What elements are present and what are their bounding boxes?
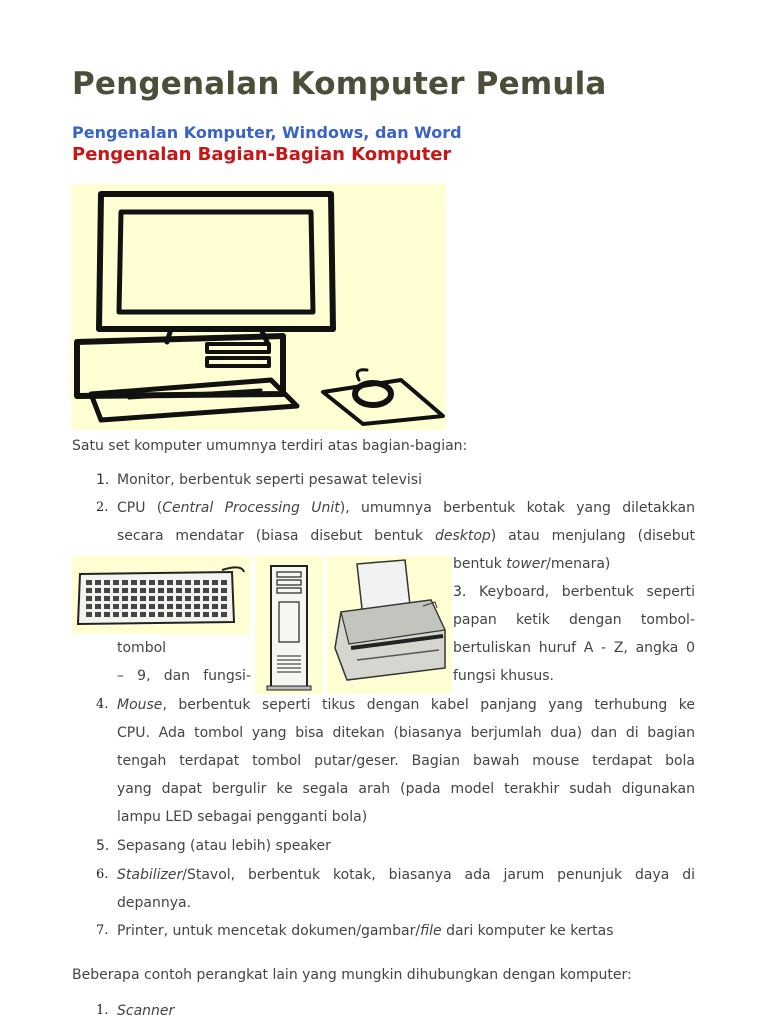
keyboard-key-icon [149,580,155,585]
keyboard-key-icon [140,588,146,593]
list-item-keyboard-line4: fungsi khusus. [453,668,554,684]
keyboard-key-icon [176,588,182,593]
keyboard-key-icon [149,588,155,593]
text-italic: Scanner [117,1003,175,1019]
keyboard-key-icon [185,612,191,617]
list-number: 1. [96,1003,109,1018]
text-segment: dari komputer ke kertas [441,923,614,939]
keyboard-key-icon [203,604,209,609]
keyboard-key-icon [167,604,173,609]
keyboard-key-icon [221,612,227,617]
keyboard-key-icon [104,596,110,601]
keyboard-key-icon [149,612,155,617]
keyboard-key-icon [176,612,182,617]
text-italic: desktop [434,528,491,544]
text-italic: tower [506,556,547,572]
keyboard-key-icon [122,596,128,601]
section-heading: Pengenalan Bagian-Bagian Komputer [72,144,452,165]
keyboard-key-icon [185,588,191,593]
keyboard-key-icon [140,596,146,601]
list-number: 3. [453,584,467,600]
keyboard-key-icon [113,588,119,593]
keyboard-key-icon [167,596,173,601]
list-item-cpu-line1 [117,494,695,522]
list-item-keyboard-line3: bertuliskan huruf A - Z, angka 0 [453,640,695,656]
text-italic: Stabilizer [117,867,183,883]
keyboard-key-icon [203,612,209,617]
keyboard-key-icon [131,580,137,585]
list-item-keyboard-line2: papan ketik dengan tombol- [453,612,695,628]
text-segment: ) atau menjulang (disebut [490,528,695,544]
keyboard-key-icon [194,596,200,601]
keyboard-key-icon [113,580,119,585]
list-item-speaker: Sepasang (atau lebih) speaker [117,838,331,854]
keyboard-key-icon [122,604,128,609]
keyboard-key-icon [131,612,137,617]
keyboard-key-icon [167,612,173,617]
text-italic: Mouse [117,697,163,713]
keyboard-key-icon [212,604,218,609]
keyboard-key-icon [122,588,128,593]
keyboard-key-icon [158,612,164,617]
text-italic: file [420,923,442,939]
keyboard-key-icon [86,596,92,601]
computer-illustration-icon [71,184,446,430]
keyboard-key-icon [212,612,218,617]
section2-intro: Beberapa contoh perangkat lain yang mungkin dihubungkan dengan komputer: [72,967,632,983]
printer-illustration-icon [327,556,452,694]
keyboard-figure [72,556,250,634]
list-item-keyboard-fungsi: – 9, dan fungsi- [117,668,251,684]
text-italic: Central Processing Unit [162,500,340,516]
keyboard-key-icon [203,580,209,585]
keyboard-key-icon [95,604,101,609]
keyboard-key-icon [104,588,110,593]
keyboard-key-icon [158,604,164,609]
list-number: 5. [96,838,110,854]
text-segment: , berbentuk seperti tikus dengan kabel panjang yang terhubung ke [162,697,695,713]
keyboard-key-icon [221,588,227,593]
text-segment: /Stavol, berbentuk kotak, biasanya ada jarum penunjuk daya di [182,867,695,883]
text-segment: Printer, untuk mencetak dokumen/gambar/ [117,923,421,939]
keyboard-key-icon [95,596,101,601]
keyboard-key-icon [221,604,227,609]
list-item-scanner [117,997,174,1025]
keyboard-key-icon [104,580,110,585]
keyboard-key-icon [158,580,164,585]
subtitle-link[interactable]: Pengenalan Komputer, Windows, dan Word [72,123,462,142]
keyboard-key-icon [212,596,218,601]
text-segment: /menara) [546,556,611,572]
keyboard-key-icon [140,612,146,617]
list-number: 7. [96,923,109,938]
keyboard-key-icon [113,612,119,617]
list-item-keyboard-tombol: tombol [117,640,167,656]
intro-text: Satu set komputer umumnya terdiri atas bagian-bagian: [72,438,468,454]
keyboard-key-icon [176,596,182,601]
keyboard-key-icon [104,612,110,617]
list-number: 1. [96,472,110,488]
keyboard-key-icon [131,596,137,601]
list-number: 2. [96,500,109,515]
printer-figure [327,556,452,694]
keyboard-key-icon [95,612,101,617]
list-item-mouse-line3: tengah terdapat tombol putar/geser. Bagian bawah mouse terdapat bola [117,753,695,769]
keyboard-key-icon [113,596,119,601]
list-item-keyboard-line1: Keyboard, berbentuk seperti [479,584,695,600]
keyboard-key-icon [176,604,182,609]
list-number: 4. [96,697,109,712]
keyboard-key-icon [203,596,209,601]
keyboard-key-icon [185,580,191,585]
list-item-stabilizer-line2: depannya. [117,895,192,911]
tower-cpu-illustration-icon [255,556,323,694]
keyboard-key-icon [122,612,128,617]
keyboard-key-icon [86,588,92,593]
keyboard-key-icon [86,580,92,585]
page-title: Pengenalan Komputer Pemula [72,66,607,102]
keyboard-key-icon [185,604,191,609]
keyboard-key-icon [158,588,164,593]
keyboard-key-icon [158,596,164,601]
tower-figure [255,556,323,694]
keyboard-key-icon [212,588,218,593]
text-segment: CPU ( [117,500,163,516]
keyboard-key-icon [194,604,200,609]
keyboard-key-icon [185,596,191,601]
keyboard-key-icon [149,604,155,609]
keyboard-key-icon [86,612,92,617]
list-item-printer [117,917,614,945]
keyboard-key-icon [140,604,146,609]
list-item-mouse-line4: yang dapat bergulir ke segala arah (pada model terakhir sudah digunakan [117,781,695,797]
list-item-mouse-line2: CPU. Ada tombol yang bisa ditekan (biasanya berjumlah dua) dan di bagian [117,725,695,741]
keyboard-key-icon [212,580,218,585]
keyboard-illustration-icon [72,556,250,634]
keyboard-key-icon [194,612,200,617]
keyboard-key-icon [131,604,137,609]
keyboard-key-icon [86,604,92,609]
list-item-monitor: Monitor, berbentuk seperti pesawat televisi [117,472,422,488]
keyboard-key-icon [167,588,173,593]
keyboard-key-icon [95,580,101,585]
keyboard-key-icon [95,588,101,593]
keyboard-key-icon [131,588,137,593]
keyboard-key-icon [140,580,146,585]
keyboard-key-icon [221,580,227,585]
list-item-cpu-line2 [117,522,695,550]
keyboard-key-icon [104,604,110,609]
list-item-stabilizer-line1 [117,861,695,889]
text-segment: ), umumnya berbentuk kotak yang diletakkan [339,500,696,516]
computer-figure [71,184,446,430]
list-item-mouse-line1 [117,691,695,719]
keyboard-key-icon [194,588,200,593]
keyboard-key-icon [149,596,155,601]
keyboard-key-icon [194,580,200,585]
text-segment: bentuk [453,556,507,572]
keyboard-key-icon [122,580,128,585]
keyboard-key-icon [167,580,173,585]
list-item-mouse-line5: lampu LED sebagai pengganti bola) [117,809,368,825]
list-item-cpu-line3 [453,550,610,578]
list-number: 6. [96,867,109,882]
keyboard-key-icon [113,604,119,609]
keyboard-key-icon [176,580,182,585]
keyboard-key-icon [221,596,227,601]
keyboard-key-icon [203,588,209,593]
text-segment: secara mendatar (biasa disebut bentuk [117,528,435,544]
